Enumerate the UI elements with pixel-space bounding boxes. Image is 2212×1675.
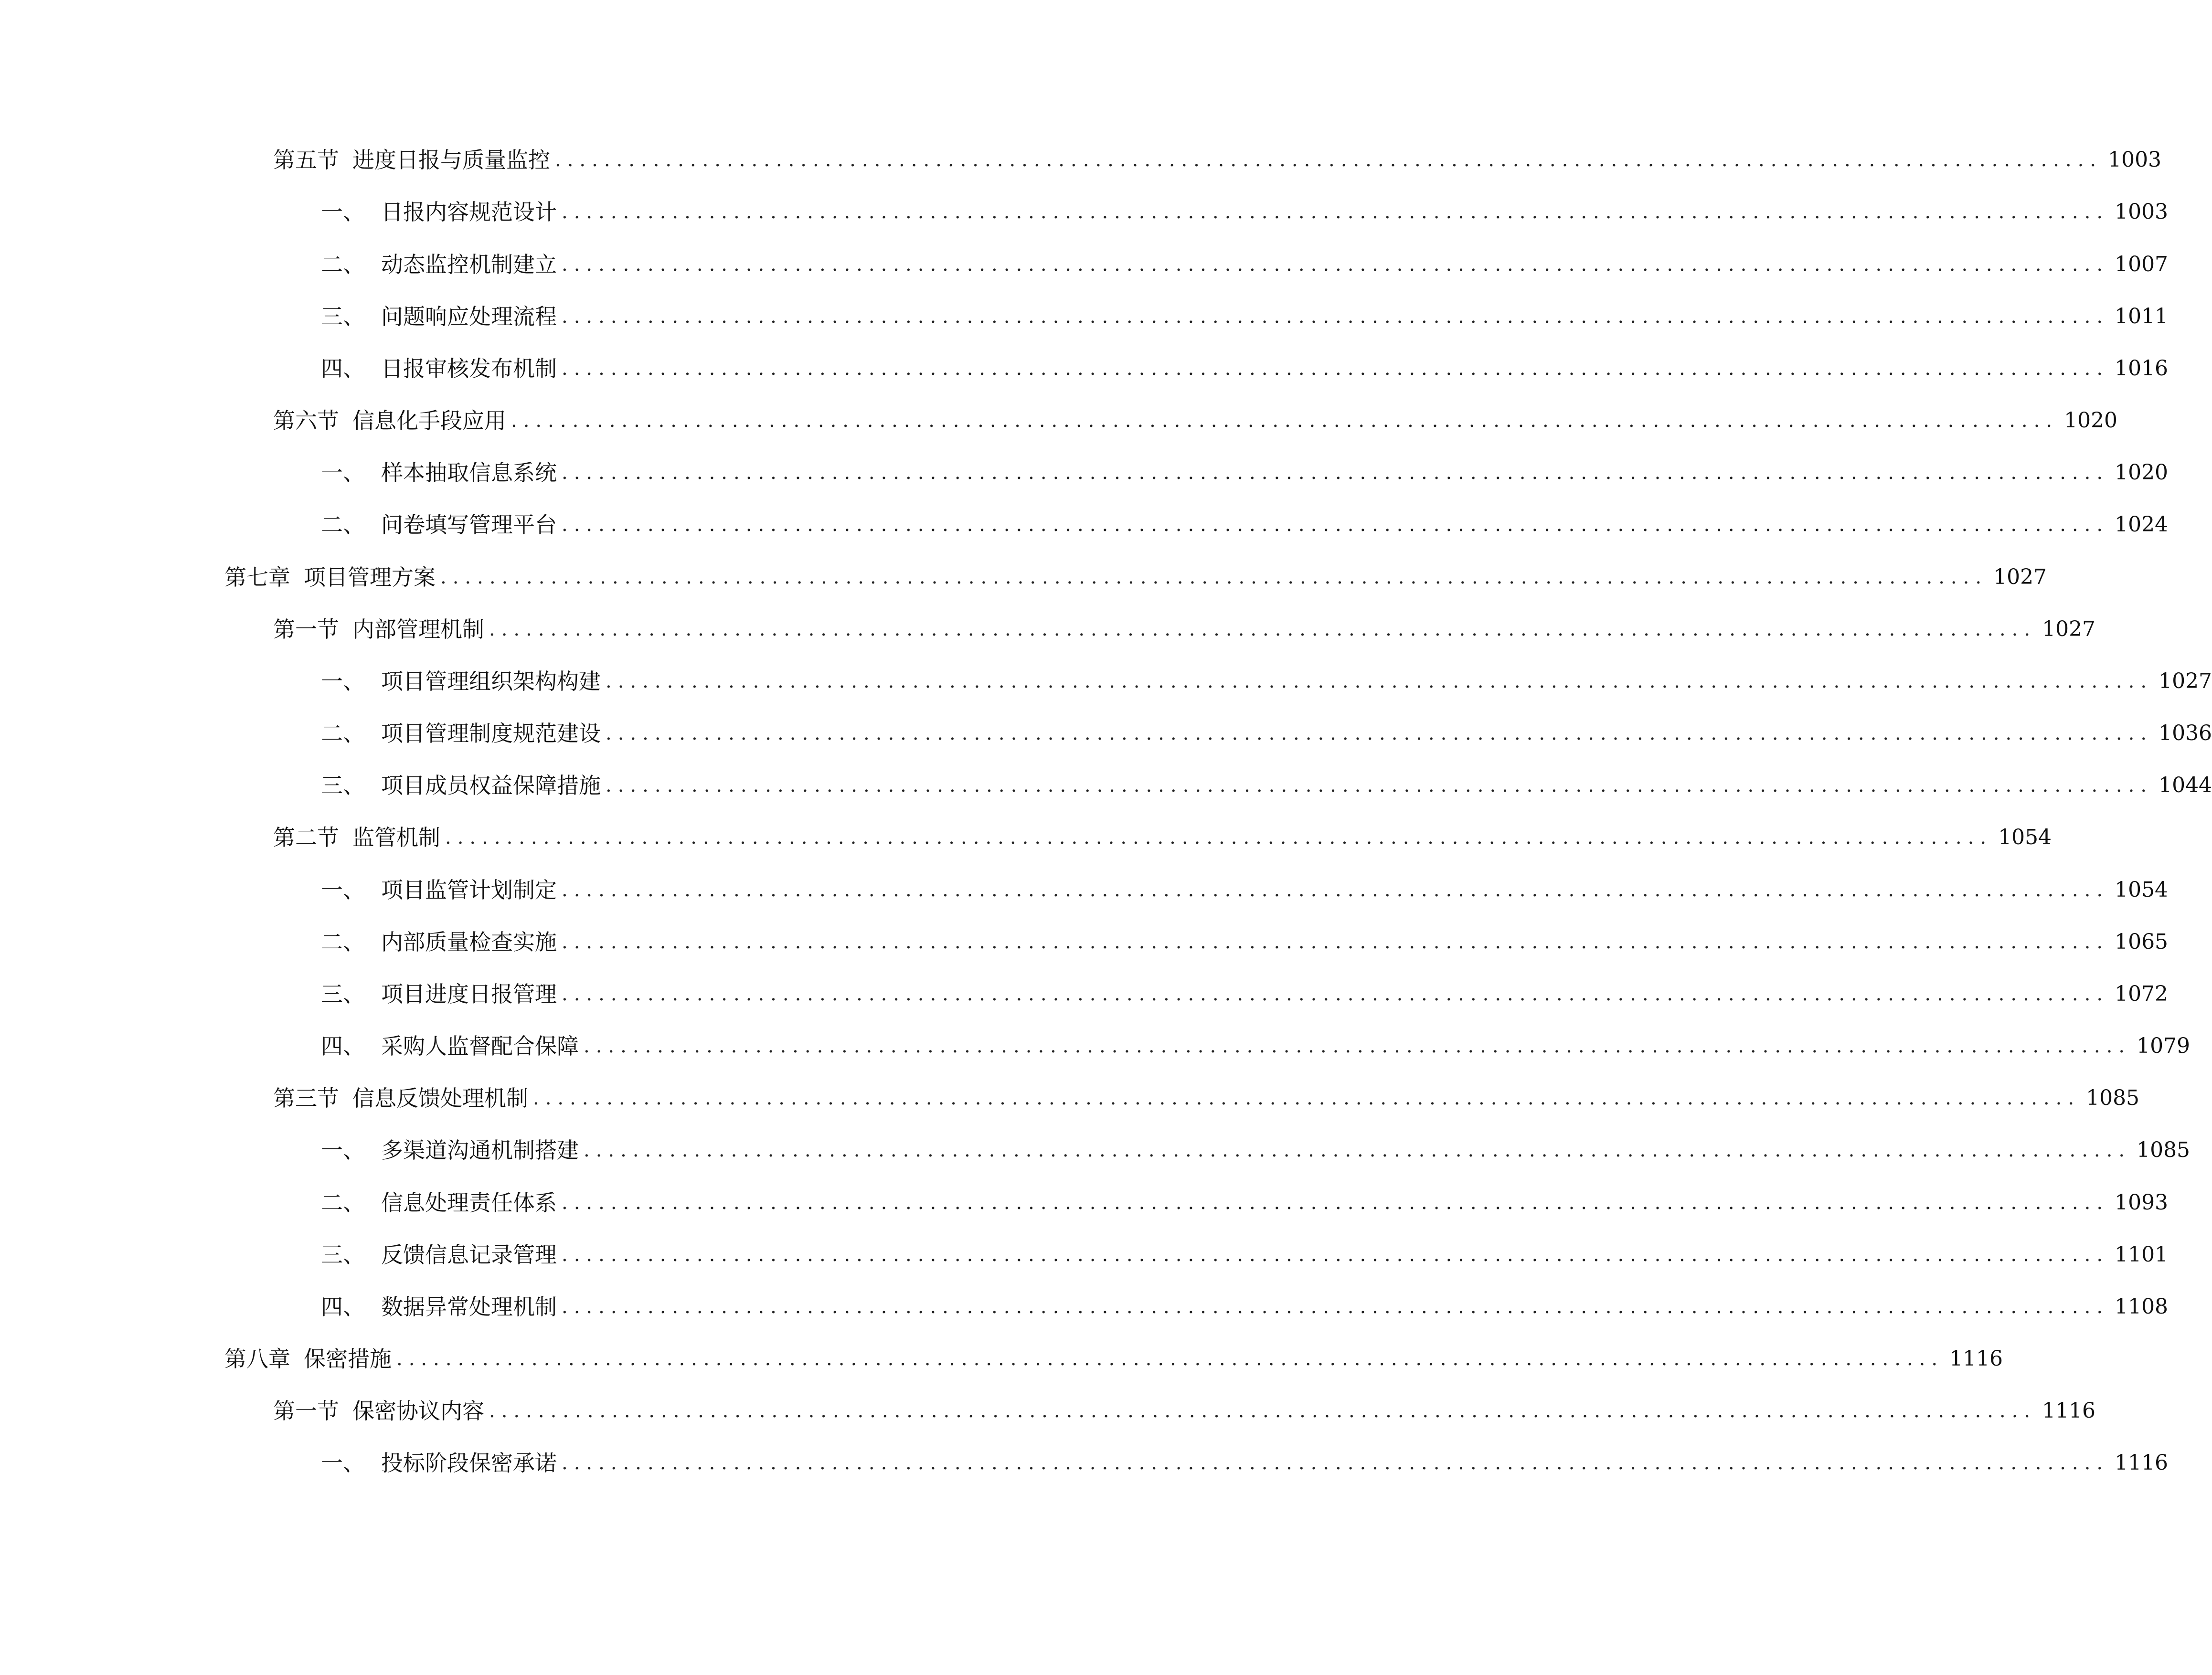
toc-page-number: 1036 (2159, 721, 2212, 745)
toc-entry-title: 信息化手段应用 (352, 408, 506, 434)
toc-page-number: 1027 (2159, 669, 2212, 693)
toc-entry[interactable] (321, 876, 2169, 904)
toc-page-number: 1116 (1949, 1346, 2003, 1371)
toc-dot-leader: .............................................................................................................................. (489, 1400, 2037, 1422)
toc-entry-number: 一、 (321, 199, 365, 225)
toc-page-number: 1016 (2115, 356, 2169, 381)
toc-entry[interactable] (273, 1084, 2140, 1113)
toc-entry[interactable] (321, 980, 2169, 1008)
toc-entry[interactable] (321, 1136, 2191, 1165)
toc-page-number: 1116 (2042, 1399, 2096, 1423)
toc-page-number: 1011 (2115, 304, 2169, 329)
toc-entry-title: 多渠道沟通机制搭建 (381, 1137, 579, 1163)
toc-entry-title: 项目监管计划制定 (381, 877, 557, 903)
toc-dot-leader: .............................................................................................................................. (606, 722, 2153, 744)
toc-entry[interactable] (321, 510, 2169, 539)
toc-dot-leader: .............................................................................................................................. (511, 410, 2059, 432)
toc-entry-number: 一、 (321, 668, 365, 694)
toc-entry-number: 三、 (321, 773, 365, 798)
toc-page-number: 1003 (2115, 200, 2169, 224)
toc-dot-leader: .............................................................................................................................. (533, 1087, 2081, 1109)
toc-entry[interactable] (273, 146, 2162, 174)
toc-page-number: 1007 (2115, 252, 2169, 276)
toc-entry[interactable] (224, 563, 2047, 592)
toc-entry-title: 进度日报与质量监控 (352, 147, 550, 173)
toc-entry[interactable] (224, 1345, 2003, 1373)
toc-dot-leader: .............................................................................................................................. (562, 1192, 2109, 1214)
toc-page-number: 1027 (2042, 617, 2096, 641)
toc-entry-title: 数据异常处理机制 (381, 1294, 557, 1320)
toc-entry-title: 投标阶段保密承诺 (381, 1450, 557, 1476)
toc-entry[interactable] (273, 1397, 2096, 1425)
toc-entry-title: 内部质量检查实施 (381, 929, 557, 955)
toc-entry-title: 项目管理方案 (304, 564, 436, 590)
toc-dot-leader: .............................................................................................................................. (562, 201, 2109, 223)
toc-dot-leader: .............................................................................................................................. (606, 774, 2153, 796)
toc-entry[interactable] (321, 1032, 2191, 1060)
toc-dot-leader: .............................................................................................................................. (440, 566, 1988, 588)
toc-entry-number: 一、 (321, 877, 365, 903)
toc-page-number: 1101 (2115, 1242, 2169, 1267)
toc-entry[interactable] (321, 354, 2169, 383)
toc-entry-number: 三、 (321, 304, 365, 329)
toc-dot-leader: .............................................................................................................................. (562, 1296, 2109, 1318)
toc-entry[interactable] (321, 458, 2169, 487)
toc-dot-leader: .............................................................................................................................. (562, 358, 2109, 380)
toc-entry-number: 第七章 (224, 564, 290, 590)
toc-entry[interactable] (321, 1449, 2169, 1477)
toc-page-number: 1044 (2159, 773, 2212, 797)
toc-page-number: 1027 (1993, 565, 2047, 589)
toc-page-number: 1079 (2137, 1034, 2191, 1058)
toc-entry-title: 问题响应处理流程 (381, 304, 557, 329)
toc-entry-title: 保密措施 (304, 1346, 392, 1372)
toc-entry-title: 问卷填写管理平台 (381, 512, 557, 538)
toc-dot-leader: .............................................................................................................................. (562, 879, 2109, 901)
toc-dot-leader: .............................................................................................................................. (562, 1452, 2109, 1474)
toc-entry-title: 日报内容规范设计 (381, 199, 557, 225)
toc-page-number: 1116 (2115, 1451, 2169, 1475)
toc-page-number: 1054 (2115, 878, 2169, 902)
toc-dot-leader: .............................................................................................................................. (555, 149, 2103, 171)
toc-entry-title: 项目管理制度规范建设 (381, 721, 601, 746)
toc-dot-leader: .............................................................................................................................. (562, 983, 2109, 1005)
toc-entry-number: 二、 (321, 512, 365, 538)
toc-page-number: 1085 (2086, 1086, 2140, 1110)
toc-dot-leader: .............................................................................................................................. (606, 670, 2153, 692)
toc-entry[interactable] (321, 719, 2212, 748)
toc-page-number: 1020 (2115, 460, 2169, 485)
toc-entry-number: 一、 (321, 1450, 365, 1476)
toc-entry-title: 信息反馈处理机制 (352, 1085, 528, 1111)
toc-page-number: 1024 (2115, 512, 2169, 537)
toc-entry-number: 一、 (321, 1137, 365, 1163)
toc-entry-number: 三、 (321, 1242, 365, 1268)
toc-entry[interactable] (321, 928, 2169, 956)
toc-entry-title: 信息处理责任体系 (381, 1190, 557, 1216)
toc-entry[interactable] (273, 615, 2096, 644)
toc-dot-leader: .............................................................................................................................. (562, 306, 2109, 328)
toc-page-number: 1020 (2064, 408, 2118, 433)
toc-dot-leader: .............................................................................................................................. (562, 514, 2109, 536)
toc-entry[interactable] (321, 250, 2169, 279)
toc-entry-title: 监管机制 (352, 825, 440, 850)
toc-entry-title: 项目成员权益保障措施 (381, 773, 601, 798)
toc-entry-number: 第八章 (224, 1346, 290, 1372)
toc-page-number: 1065 (2115, 930, 2169, 954)
toc-entry[interactable] (321, 1240, 2169, 1269)
toc-dot-leader: .............................................................................................................................. (584, 1035, 2131, 1057)
toc-entry-number: 三、 (321, 981, 365, 1007)
toc-page-number: 1093 (2115, 1190, 2169, 1215)
toc-entry-number: 二、 (321, 721, 365, 746)
toc-dot-leader: .............................................................................................................................. (562, 1244, 2109, 1266)
toc-entry-title: 反馈信息记录管理 (381, 1242, 557, 1268)
toc-entry-title: 内部管理机制 (352, 616, 484, 642)
toc-page-number: 1054 (1998, 825, 2052, 849)
toc-dot-leader: .............................................................................................................................. (562, 931, 2109, 953)
toc-page-number: 1108 (2115, 1294, 2169, 1319)
toc-entry[interactable] (321, 198, 2169, 226)
toc-entry-title: 保密协议内容 (352, 1398, 484, 1424)
toc-entry[interactable] (321, 667, 2212, 696)
toc-entry[interactable] (273, 823, 2052, 852)
toc-page-number: 1003 (2108, 148, 2162, 172)
toc-entry-title: 动态监控机制建立 (381, 252, 557, 277)
toc-page-number: 1085 (2137, 1138, 2191, 1162)
toc-entry-number: 一、 (321, 460, 365, 486)
toc-entry-number: 四、 (321, 356, 365, 382)
toc-entry-number: 第二节 (273, 825, 339, 850)
toc-entry-title: 项目管理组织架构构建 (381, 668, 601, 694)
toc-entry-title: 采购人监督配合保障 (381, 1033, 579, 1059)
toc-dot-leader: .............................................................................................................................. (396, 1348, 1944, 1370)
toc-dot-leader: .............................................................................................................................. (584, 1139, 2131, 1161)
toc-entry-number: 二、 (321, 929, 365, 955)
toc-entry[interactable] (273, 406, 2118, 435)
toc-entry-number: 第一节 (273, 616, 339, 642)
toc-dot-leader: .............................................................................................................................. (562, 462, 2109, 484)
toc-dot-leader: .............................................................................................................................. (562, 254, 2109, 276)
toc-dot-leader: .............................................................................................................................. (445, 827, 1993, 848)
toc-entry[interactable] (321, 771, 2212, 800)
toc-entry-number: 第一节 (273, 1398, 339, 1424)
toc-entry-number: 四、 (321, 1033, 365, 1059)
toc-entry-number: 四、 (321, 1294, 365, 1320)
toc-entry-title: 样本抽取信息系统 (381, 460, 557, 486)
toc-entry-number: 第三节 (273, 1085, 339, 1111)
toc-entry-number: 第五节 (273, 147, 339, 173)
toc-entry-number: 二、 (321, 252, 365, 277)
toc-entry-number: 第六节 (273, 408, 339, 434)
toc-entry[interactable] (321, 1293, 2169, 1321)
toc-entry-title: 日报审核发布机制 (381, 356, 557, 382)
toc-entry-title: 项目进度日报管理 (381, 981, 557, 1007)
toc-entry-number: 二、 (321, 1190, 365, 1216)
toc-dot-leader: .............................................................................................................................. (489, 618, 2037, 640)
toc-page-number: 1072 (2115, 982, 2169, 1006)
toc-entry[interactable] (321, 1188, 2169, 1217)
toc-entry[interactable] (321, 302, 2169, 331)
